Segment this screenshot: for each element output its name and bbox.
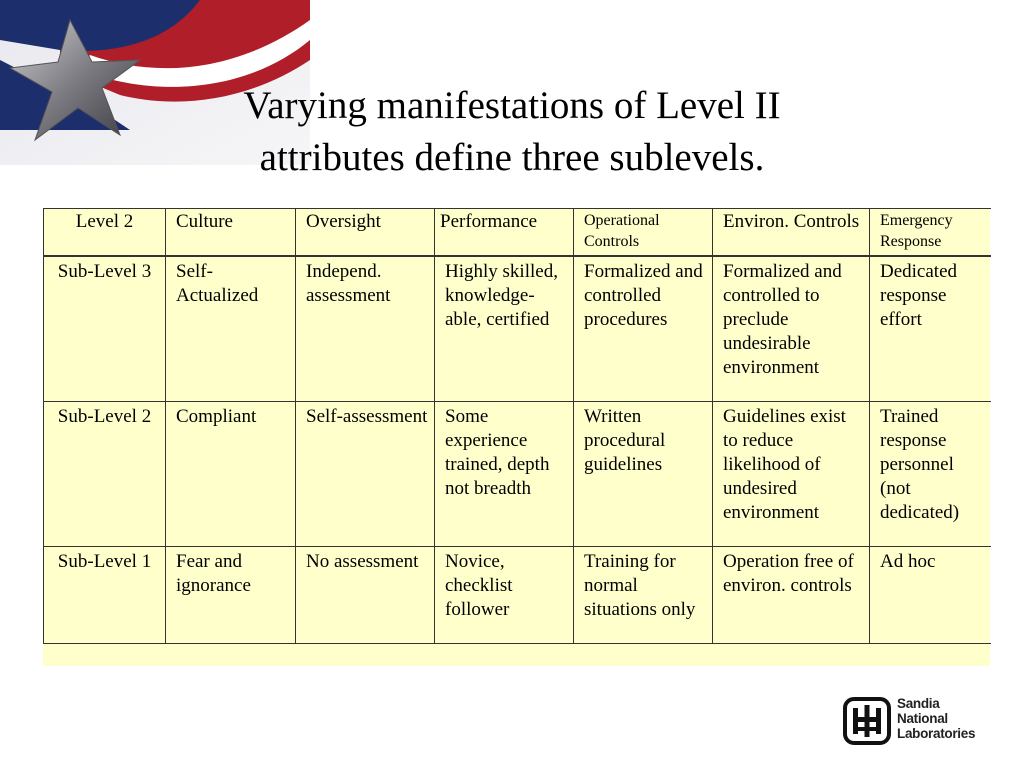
table-cell: Sub-Level 1 <box>44 547 166 644</box>
table-cell: Operation free of environ. controls <box>713 547 870 644</box>
header-cell: Emergency Response <box>870 209 991 257</box>
table-cell: Some experience trained, depth not breadth <box>435 402 574 547</box>
table-cell: Trained response personnel (not dedicated) <box>870 402 991 547</box>
header-cell: Level 2 <box>44 209 166 257</box>
logo-line: National <box>897 711 948 726</box>
header-cell: Performance <box>435 209 574 257</box>
slide-title-line2: attributes define three sublevels. <box>259 136 765 179</box>
table-cell: Training for normal situations only <box>574 547 713 644</box>
header-cell: Oversight <box>296 209 435 257</box>
table-cell: Self-Actualized <box>166 256 296 402</box>
table-row <box>44 256 991 402</box>
table-cell: Ad hoc <box>870 547 991 644</box>
table-cell: Sub-Level 3 <box>44 256 166 402</box>
slide-title-line1: Varying manifestations of Level II <box>243 84 781 127</box>
table-row <box>44 402 991 547</box>
sublevel-table-panel <box>43 208 990 666</box>
sandia-logo-text <box>897 696 975 741</box>
table-row <box>44 547 991 644</box>
logo-line: Sandia <box>897 696 940 711</box>
table-cell: Sub-Level 2 <box>44 402 166 547</box>
table-cell: No assessment <box>296 547 435 644</box>
table-cell: Highly skilled, knowledge-able, certified <box>435 256 574 402</box>
table-cell: Compliant <box>166 402 296 547</box>
table-cell: Guidelines exist to reduce likelihood of undesired environment <box>713 402 870 547</box>
logo-line: Laboratories <box>897 726 976 741</box>
table-cell: Formalized and controlled procedures <box>574 256 713 402</box>
table-cell: Self-assessment <box>296 402 435 547</box>
header-cell: Culture <box>166 209 296 257</box>
sublevel-table <box>43 208 991 644</box>
table-cell: Written procedural guidelines <box>574 402 713 547</box>
sandia-logo <box>843 695 976 747</box>
table-cell: Dedicated response effort <box>870 256 991 402</box>
header-cell: Environ. Controls <box>713 209 870 257</box>
table-cell: Formalized and controlled to preclude undesirable environment <box>713 256 870 402</box>
header-cell: Operational Controls <box>574 209 713 257</box>
table-header-row <box>44 209 991 257</box>
table-cell: Independ. assessment <box>296 256 435 402</box>
sandia-thunderbird-icon <box>843 697 891 745</box>
slide-title <box>150 80 874 184</box>
table-cell: Fear and ignorance <box>166 547 296 644</box>
table-cell: Novice, checklist follower <box>435 547 574 644</box>
